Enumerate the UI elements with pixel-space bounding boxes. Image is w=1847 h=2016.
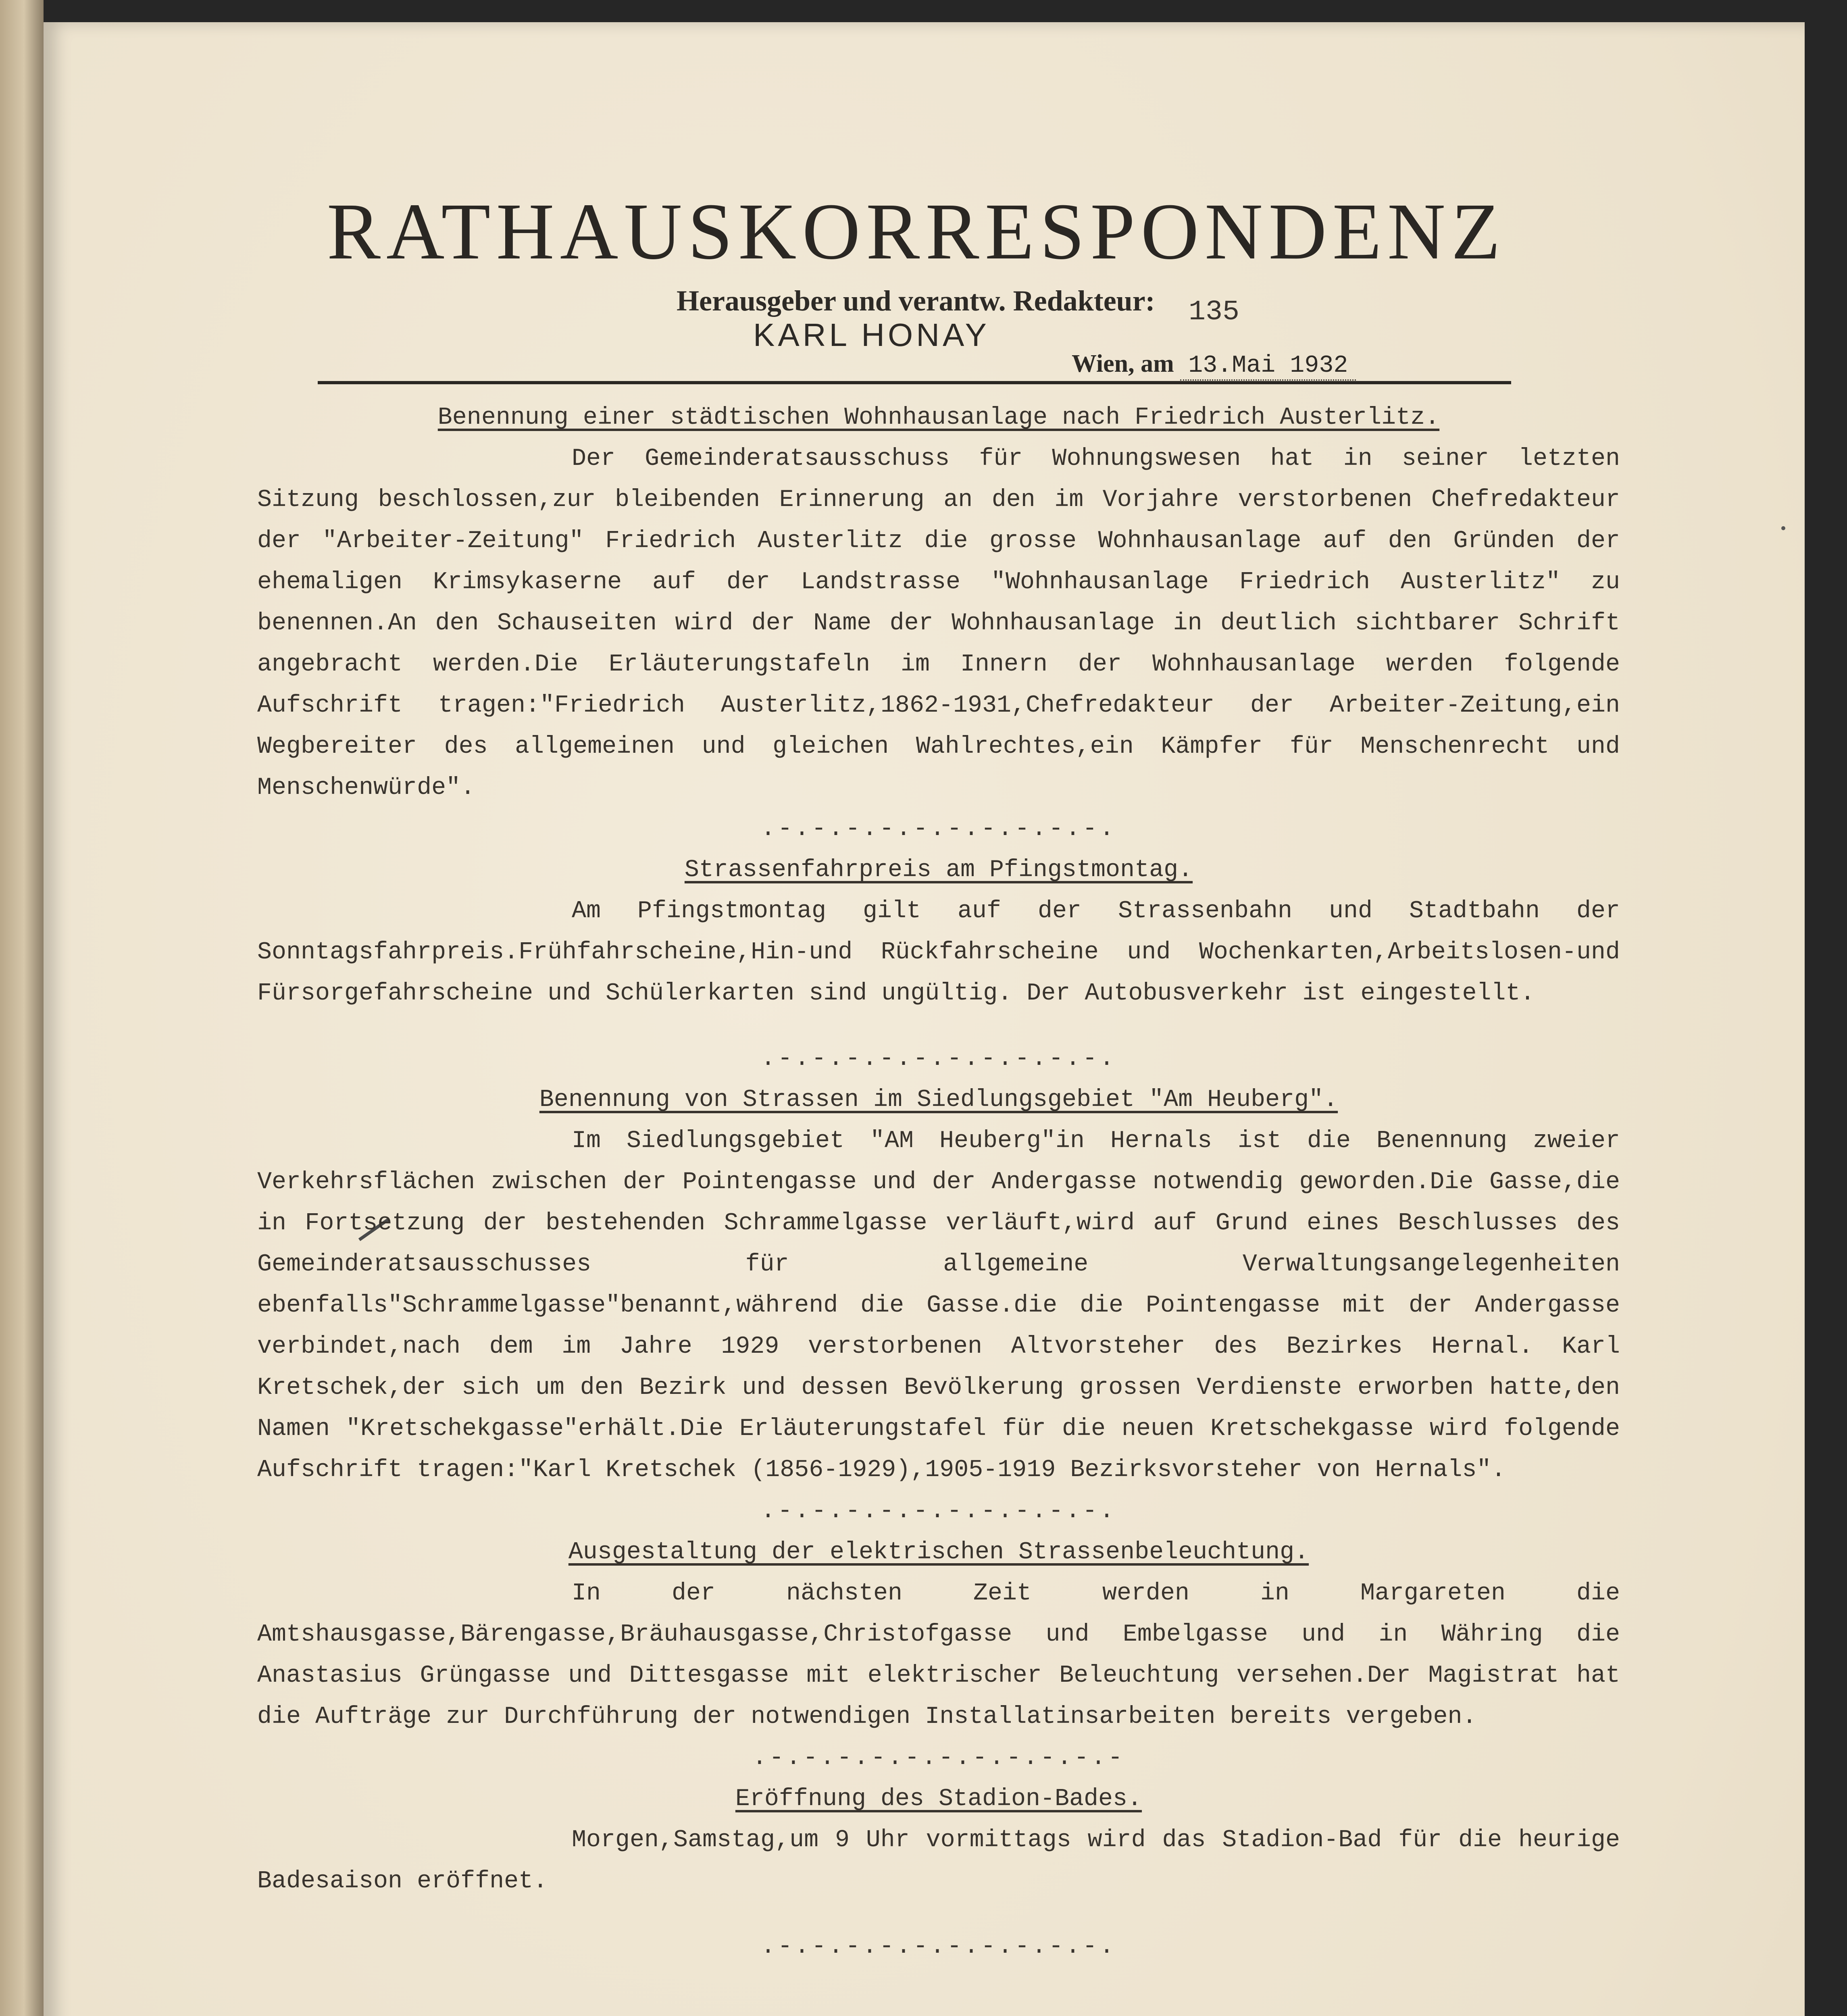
ink-spot <box>1781 526 1785 530</box>
page-number: 135 <box>1189 296 1240 328</box>
dateline <box>1072 350 1356 379</box>
article-text: Der Gemeinderatsausschuss für Wohnungswesen hat in seiner letzten Sitzung beschlossen,zur bleibenden Erinnerung an den im Vorjahre verstorbenen Chefredakteur der "Arbeiter-Zeitung" Friedrich Austerlitz die grosse Wohnhausanlage auf den Gründen der ehemaligen Krimsykaserne auf der Landstrasse "Wohnhausanlage Friedrich Austerlitz" zu benennen.An den Schauseiten wird der Name der Wohnhausanlage in deutlich sichtbarer Schrift angebracht werden.Die Erläuterungstafeln im Innern der Wohnhausanlage werden folgende Aufschrift tragen:"Friedrich Austerlitz,1862-1931,Chefredakteur der Arbeiter-Zeitung,ein Wegbereiter des allgemeinen und gleichen Wahlrechtes,ein Kämpfer für Menschenrecht und Menschenwürde". <box>257 445 1620 802</box>
spacer <box>257 1902 1620 1926</box>
article-heading: Eröffnung des Stadion-Bades. <box>735 1785 1142 1813</box>
article-separator: .-.-.-.-.-.-.-.-.-.-.- <box>752 1744 1125 1772</box>
header-rule <box>318 381 1511 384</box>
publisher-line: Herausgeber und verantw. Redakteur: <box>677 285 1155 317</box>
article-text: In der nächsten Zeit werden in Margareten die Amtshausgasse,Bärengasse,Bräuhausgasse,Christofgasse und Embelgasse und in Währing die Anastasius Grüngasse und Dittesgasse mit elektrischer Beleuchtung versehen.Der Magistrat hat die Aufträge zur Durchführung der notwendigen Installatinsarbeiten bereits vergeben. <box>257 1580 1620 1731</box>
article-text: Im Siedlungsgebiet "AM Heuberg"in Hernals ist die Benennung zweier Verkehrsflächen zwischen der Pointengasse und der Andergasse notwendig geworden.Die Gasse,die in Fortsetzung der bestehenden Schrammelgasse verläuft,wird auf Grund eines Beschlusses des Gemeinderatsausschusses für allgemeine Verwaltungsangelegenheiten ebenfalls"Schrammelgasse"benannt,während die Gasse.die die Pointengasse mit der Andergasse verbindet,nach dem im Jahre 1929 verstorbenen Altvorsteher des Bezirkes Hernal. Karl Kretschek,der sich um den Bezirk und dessen Bevölkerung grossen Verdienste erworben hatte,den Namen "Kretschekgasse"erhält.Die Erläuterungstafel für die neuen Kretschekgasse wird folgende Aufschrift tragen:"Karl Kretschek (1856-1929),1905-1919 Bezirksvorsteher von Hernals". <box>257 1127 1620 1484</box>
article-text: Am Pfingstmontag gilt auf der Strassenbahn und Stadtbahn der Sonntagsfahrpreis.Frühfahrscheine,Hin-und Rückfahrscheine und Wochenkarten,Arbeitslosen-und Fürsorgefahrscheine und Schülerkarten sind ungültig. Der Autobusverkehr ist eingestellt. <box>257 898 1620 1007</box>
article-text: Morgen,Samstag,um 9 Uhr vormittags wird das Stadion-Bad für die heurige Badesaison eröffnet. <box>257 1826 1620 1895</box>
article-separator: .-.-.-.-.-.-.-.-.-.-. <box>760 815 1117 843</box>
article-separator: .-.-.-.-.-.-.-.-.-.-. <box>760 1045 1117 1073</box>
date-value: 13.Mai 1932 <box>1180 352 1356 381</box>
spacer <box>257 1014 1620 1038</box>
article-column <box>257 397 1620 1967</box>
article-heading: Benennung von Strassen im Siedlungsgebiet "Am Heuberg". <box>539 1086 1338 1114</box>
date-label: Wien, am <box>1072 350 1174 377</box>
article-separator: .-.-.-.-.-.-.-.-.-.-. <box>760 1497 1117 1525</box>
article-separator: .-.-.-.-.-.-.-.-.-.-. <box>760 1933 1117 1960</box>
editor-name: KARL HONAY <box>753 317 990 353</box>
article-heading: Ausgestaltung der elektrischen Strassenbeleuchtung. <box>568 1539 1309 1566</box>
article-heading: Strassenfahrpreis am Pfingstmontag. <box>684 856 1193 884</box>
previous-page-edge <box>0 0 44 2016</box>
masthead-title: RATHAUSKORRESPONDENZ <box>327 187 1506 276</box>
article-heading: Benennung einer städtischen Wohnhausanlage nach Friedrich Austerlitz. <box>437 404 1440 431</box>
document-page <box>44 22 1805 2016</box>
